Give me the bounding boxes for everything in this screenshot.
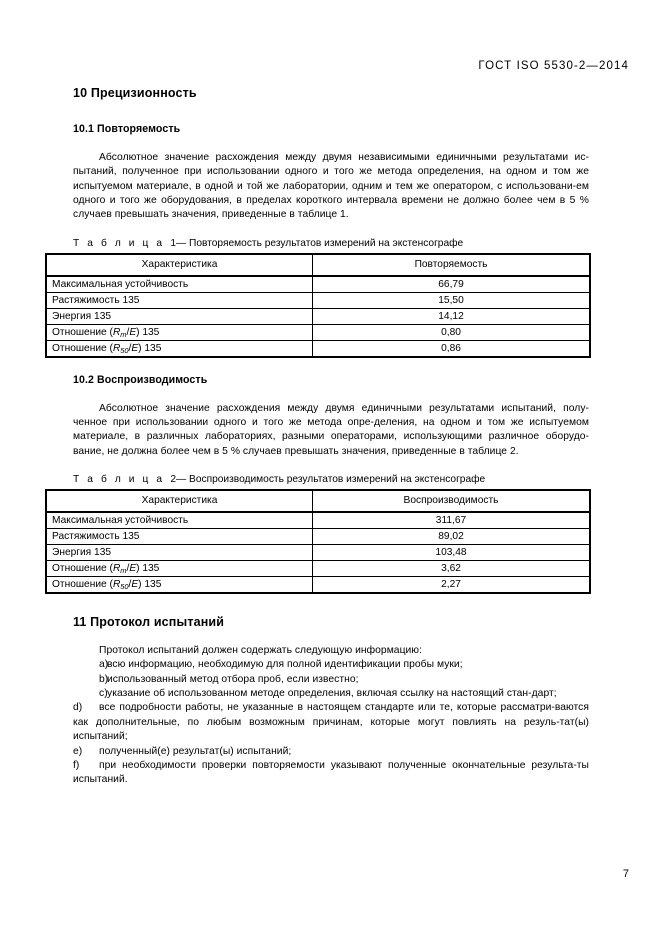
running-header xyxy=(0,60,661,72)
table-1-row-4-label xyxy=(46,340,313,357)
ratio-var-r: $R_{50}$ xyxy=(112,342,129,356)
list-item-marker-d: d) xyxy=(73,702,83,714)
table-header-row xyxy=(46,254,590,276)
table-row xyxy=(46,292,590,308)
table-row xyxy=(46,308,590,324)
table-1-caption-dash: — xyxy=(176,237,187,249)
list-item xyxy=(73,673,589,687)
ratio-prefix: Отношение ( xyxy=(52,579,113,591)
table-2-row-0-value: 311,67 xyxy=(313,512,591,529)
ratio-subscript: m xyxy=(120,566,127,576)
ratio-prefix: Отношение ( xyxy=(52,563,113,575)
list-item-marker-c: c) xyxy=(99,688,108,700)
list-item-marker-f: f) xyxy=(73,759,80,771)
table-row xyxy=(46,512,590,529)
list-item xyxy=(73,745,589,759)
ratio-prefix: Отношение ( xyxy=(52,326,113,338)
table-2-caption-word: Т а б л и ц а xyxy=(73,474,165,486)
table-row xyxy=(46,577,590,594)
table-header-row xyxy=(46,490,590,512)
table-1-row-2-value: 14,12 xyxy=(313,308,591,324)
table-1-row-0-value: 66,79 xyxy=(313,276,591,293)
table-1-col-header-characteristic: Характеристика xyxy=(46,254,313,276)
list-item-text-e: полученный(е) результат(ы) испытаний; xyxy=(99,745,292,757)
table-1-row-3-label xyxy=(46,324,313,340)
list-item-marker-e: e) xyxy=(73,745,83,757)
table-reproducibility xyxy=(45,489,591,594)
table-row xyxy=(46,340,590,357)
table-1-caption-text: Повторяемость результатов измерений на экстенсографе xyxy=(189,237,464,249)
table-row xyxy=(46,545,590,561)
ratio-var-e: E xyxy=(131,579,139,591)
ratio-var-e: E xyxy=(129,326,137,338)
list-item xyxy=(73,701,589,744)
list-item-text-f: при необходимости проверки повторяемости указывают полученные окончательные результа-ты испытаний. xyxy=(73,759,589,786)
list-item xyxy=(73,759,589,788)
ratio-subscript: 50 xyxy=(120,582,129,592)
section-heading-10: 10 Прецизионность xyxy=(73,86,197,100)
table-1-caption xyxy=(73,238,589,249)
table-2-caption-text: Воспроизводимость результатов измерений на экстенсографе xyxy=(189,474,486,486)
ratio-slash: / xyxy=(128,579,132,591)
paragraph-reproducibility xyxy=(73,402,589,459)
list-item-text-b: использованный метод отбора проб, если известно; xyxy=(107,673,359,685)
list-item xyxy=(73,687,589,701)
table-1-row-4-value: 0,86 xyxy=(313,340,591,357)
standard-designation: ГОСТ ISO 5530-2—2014 xyxy=(478,60,629,72)
list-item-text-a: всю информацию, необходимую для полной идентификации пробы муки; xyxy=(107,659,463,671)
ratio-subscript: 50 xyxy=(120,346,129,356)
ratio-suffix: ) 135 xyxy=(138,342,162,354)
table-row xyxy=(46,324,590,340)
section-heading-11: 11 Протокол испытаний xyxy=(73,615,225,630)
ratio-var-e: E xyxy=(129,563,137,575)
table-2-row-2-label: Энергия 135 xyxy=(46,545,313,561)
ratio-slash: / xyxy=(126,563,130,575)
paragraph-repeatability-text: Абсолютное значение расхождения между двумя независимыми единичными результатами ис-пытаний, полученное при использовании одного и того же метода определения, на одном и том же испытуемом материале, в одной и той же лаборатории, одним и тем же оператором, с использовани-ем одного и того же оборудования, в пределах короткого интервала времени не должно более чем в 5 % случаев превышать значения, приведенные в таблице 1. xyxy=(73,152,589,221)
table-1-row-0-label: Максимальная устойчивость xyxy=(46,276,313,293)
ratio-var-e: E xyxy=(131,342,139,354)
table-2-caption-number: 2 xyxy=(170,474,176,486)
ratio-var-r: $R_m$ xyxy=(112,326,127,340)
table-2-caption-dash: — xyxy=(176,474,187,486)
ratio-suffix: ) 135 xyxy=(136,563,160,575)
table-2-col-header-reproducibility: Воспроизводимость xyxy=(313,490,591,512)
page-number: 7 xyxy=(622,868,629,880)
table-2-row-3-value: 3,62 xyxy=(313,561,591,577)
table-2-row-0-label: Максимальная устойчивость xyxy=(46,512,313,529)
table-repeatability xyxy=(45,253,591,358)
ratio-var-r: $R_{50}$ xyxy=(112,579,129,592)
table-2-row-4-value: 2,27 xyxy=(313,577,591,594)
table-2-row-2-value: 103,48 xyxy=(313,545,591,561)
ratio-slash: / xyxy=(126,326,130,338)
subsection-heading-10-1: 10.1 Повторяемость xyxy=(73,123,181,135)
list-item-text-c: указание об использованном методе определения, включая ссылку на настоящий стан-дарт; xyxy=(107,688,557,700)
ratio-slash: / xyxy=(128,342,132,354)
page-content xyxy=(52,86,589,788)
table-2-caption xyxy=(73,474,589,485)
ratio-prefix: Отношение ( xyxy=(52,342,113,354)
paragraph-repeatability xyxy=(73,151,589,223)
ratio-var-r: $R_m$ xyxy=(112,563,127,576)
table-1-caption-word: Т а б л и ц а xyxy=(73,237,165,249)
table-2-col-header-characteristic: Характеристика xyxy=(46,490,313,512)
table-2-row-3-label xyxy=(46,561,313,577)
table-2-row-1-label: Растяжимость 135 xyxy=(46,529,313,545)
report-list-lead: Протокол испытаний должен содержать следующую информацию: xyxy=(99,645,422,657)
list-item-marker-a: a) xyxy=(99,659,109,671)
paragraph-reproducibility-text: Абсолютное значение расхождения между двумя единичными результатами испытаний, полу-ченное при использовании одного и того же метода опре-деления, на одном и том же испытуемом материале, в различных лабораториях, разными операторами, использующими различное оборудо-вание, не должна более чем в 5 % случаев превышать значения, приведенные в таблице 2. xyxy=(73,402,589,457)
table-1-row-1-value: 15,50 xyxy=(313,292,591,308)
table-1-col-header-repeatability: Повторяемость xyxy=(313,254,591,276)
table-1-row-2-label: Энергия 135 xyxy=(46,308,313,324)
table-1-caption-number: 1 xyxy=(170,237,176,249)
table-row xyxy=(46,529,590,545)
list-item-marker-b: b) xyxy=(99,673,109,685)
list-item xyxy=(73,658,589,672)
table-2-row-1-value: 89,02 xyxy=(313,529,591,545)
table-1-row-1-label: Растяжимость 135 xyxy=(46,292,313,308)
table-2-row-4-label xyxy=(46,577,313,594)
table-1-row-3-value: 0,80 xyxy=(313,324,591,340)
list-item-text-d: все подробности работы, не указанные в настоящем стандарте или те, которые рассматри-ваются как дополнительные, по любым возможным причинам, которые могут повлиять на резуль-тат(ы) испытаний; xyxy=(73,702,589,743)
table-row xyxy=(46,561,590,577)
report-requirements-list xyxy=(73,644,589,787)
ratio-suffix: ) 135 xyxy=(138,579,162,591)
subsection-heading-10-2: 10.2 Воспроизводимость xyxy=(73,373,208,386)
ratio-subscript: m xyxy=(120,330,127,340)
ratio-suffix: ) 135 xyxy=(136,326,160,338)
table-row xyxy=(46,276,590,293)
